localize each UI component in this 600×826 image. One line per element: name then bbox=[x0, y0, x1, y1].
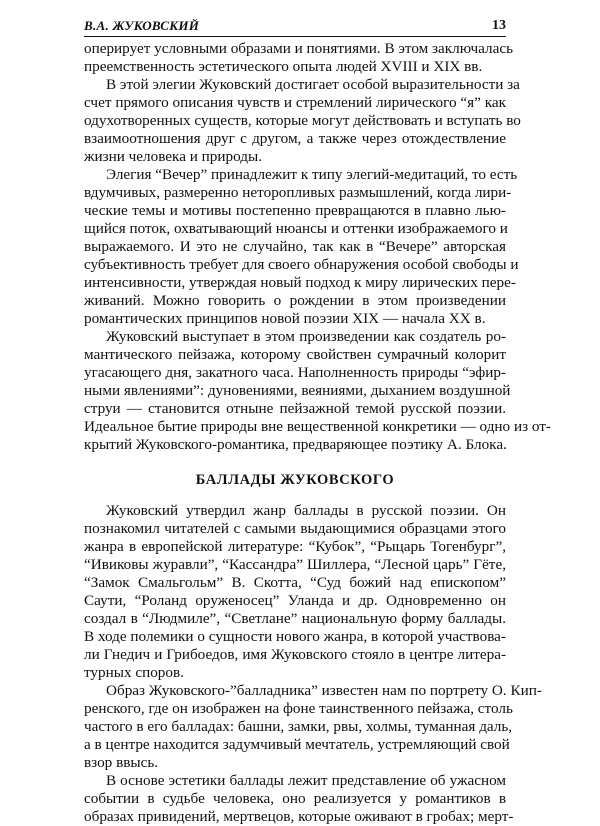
text-line: В ходе полемики о сущности нового жанра, в которой участвова- bbox=[84, 628, 506, 645]
text-line: В этой элегии Жуковский достигает особой выразительности за bbox=[106, 76, 520, 93]
text-line: Образ Жуковского-”балладника” известен нам по портрету О. Кип- bbox=[106, 682, 542, 699]
text-line: крытий Жуковского-романтика, предваряющее поэтику А. Блока. bbox=[84, 436, 507, 453]
text-line: одухотворенных существ, которые могут действовать и вступать во bbox=[84, 112, 521, 129]
text-line: угасающего дня, закатного часа. Наполненность природы “эфир- bbox=[84, 364, 506, 381]
paragraphs-bottom bbox=[84, 502, 542, 826]
page-number: 13 bbox=[492, 18, 506, 33]
paragraph bbox=[84, 682, 542, 772]
text-line: Саути, “Роланд оруженосец” Уланда и др. Одновременно он bbox=[84, 592, 506, 609]
running-head-author: В.А. ЖУКОВСКИЙ bbox=[84, 18, 200, 33]
text-line: выражаемого. И это не случайно, так как в “Вечере” авторская bbox=[84, 238, 506, 255]
paragraph bbox=[84, 502, 506, 682]
text-line: “Ивиковы журавли”, “Кассандра” Шиллера, “Лесной царь” Гёте, bbox=[84, 556, 506, 573]
paragraph bbox=[84, 76, 521, 166]
section-title: БАЛЛАДЫ ЖУКОВСКОГО bbox=[195, 472, 395, 488]
text-line: субъективность требует для своего обнаружения особой свободы и bbox=[84, 256, 519, 273]
text-line: взор ввысь. bbox=[84, 754, 159, 771]
paragraph bbox=[84, 328, 551, 454]
text-line: Идеальное бытие природы вне вещественной конкретики — одно из от- bbox=[84, 418, 551, 435]
text-line: струи — становится отныне пейзажной темой русской поэзии. bbox=[84, 400, 506, 417]
text-line: ренского, где он изображен на фоне таинственного пейзажа, столь bbox=[84, 700, 513, 717]
text-line: ли Гнедич и Грибоедов, имя Жуковского стояло в центре литера- bbox=[84, 646, 506, 663]
text-line: частого в его балладах: башни, замки, рвы, холмы, туманная даль, bbox=[84, 718, 513, 735]
text-line: Элегия “Вечер” принадлежит к типу элегий-медитаций, то есть bbox=[106, 166, 518, 183]
text-line: жизни человека и природы. bbox=[84, 148, 262, 165]
text-line: ными явлениями”: дуновениями, веяниями, дыханием воздушной bbox=[84, 382, 511, 399]
text-line: а в центре находится задумчивый мечтатель, устремляющий свой bbox=[84, 736, 510, 753]
paragraph bbox=[84, 166, 519, 328]
text-line: ческие темы и мотивы постепенно превращаются в плавно лью- bbox=[84, 202, 506, 219]
text-line: оперирует условными образами и понятиями. В этом заключалась bbox=[84, 40, 514, 57]
paragraph bbox=[84, 772, 514, 826]
text-line: образах привидений, мертвецов, которые оживают в гробах; мерт- bbox=[84, 808, 514, 825]
text-line: создал в “Людмиле”, “Светлане” национальную форму баллады. bbox=[84, 610, 506, 627]
text-line: жанра в европейской литературе: “Кубок”, “Рыцарь Тогенбург”, bbox=[84, 538, 506, 555]
text-line: счет прямого описания чувств и стремлений лирического “я” как bbox=[84, 94, 506, 111]
text-line: событии в судьбе человека, оно реализуется у романтиков в bbox=[84, 790, 506, 807]
text-line: живаний. Можно говорить о рождении в этом произведении bbox=[84, 292, 506, 309]
body-text bbox=[84, 40, 551, 826]
text-line: В основе эстетики баллады лежит представление об ужасном bbox=[106, 772, 506, 789]
text-line: романтических принципов новой поэзии XIX — начала XX в. bbox=[84, 310, 486, 327]
text-line: турных споров. bbox=[84, 664, 184, 681]
text-line: мантического пейзажа, которому свойствен сумрачный колорит bbox=[84, 346, 506, 363]
text-line: познакомил читателей с самыми выдающимися образцами этого bbox=[84, 520, 506, 537]
running-head bbox=[84, 12, 506, 37]
text-line: интенсивности, утверждая новый подход к миру лирических пере- bbox=[84, 274, 516, 291]
text-line: Жуковский выступает в этом произведении как создатель ро- bbox=[106, 328, 506, 345]
paragraph bbox=[84, 40, 514, 76]
text-line: взаимоотношения друг с другом, а также через отождествление bbox=[84, 130, 506, 147]
text-line: щийся поток, охватывающий нюансы и оттенки изображаемого и bbox=[84, 220, 508, 237]
paragraphs-top bbox=[84, 40, 551, 454]
text-line: “Замок Смальгольм” В. Скотта, “Суд божий над епископом” bbox=[84, 574, 506, 591]
text-line: преемственность эстетического опыта людей XVIII и XIX вв. bbox=[84, 58, 483, 75]
text-line: вдумчивых, размеренно неторопливых размышлений, когда лири- bbox=[84, 184, 512, 201]
text-line: Жуковский утвердил жанр баллады в русской поэзии. Он bbox=[106, 502, 506, 519]
